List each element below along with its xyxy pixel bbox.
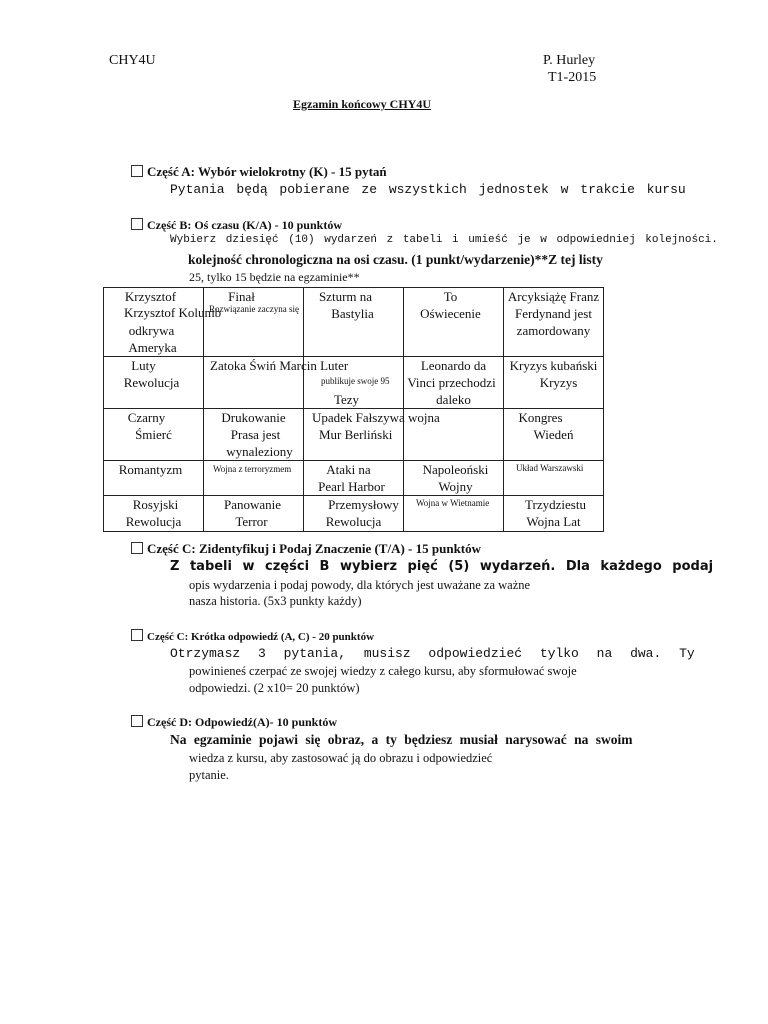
table-cell: Zatoka Świń Marcin Luter	[204, 357, 304, 409]
table-cell: Krzysztof Krzysztof Kolumb odkrywa Ameryka	[104, 288, 204, 357]
term-label: T1-2015	[548, 70, 597, 85]
part-a-text: Pytania będą pobierane ze wszystkich jednostek w trakcie kursu	[170, 182, 686, 197]
table-cell: Czarny Śmierć	[104, 409, 204, 461]
table-cell: Wojna z terroryzmem	[204, 461, 304, 496]
table-cell: Napoleoński Wojny	[404, 461, 504, 496]
table-cell: Układ Warszawski	[504, 461, 604, 496]
part-d-text-2: wiedza z kursu, aby zastosować ją do obrazu i odpowiedzieć	[189, 751, 493, 765]
table-cell: Arcyksiążę Franz Ferdynand jest zamordowany	[504, 288, 604, 357]
events-table	[103, 287, 604, 532]
table-cell: Kryzys kubański Kryzys	[504, 357, 604, 409]
part-b-text-2: kolejność chronologiczna na osi czasu. (1 punkt/wydarzenie)**Z tej listy	[188, 252, 603, 267]
part-c2-text-2: powinieneś czerpać ze swojej wiedzy z całego kursu, aby sformułować swoje	[189, 664, 577, 678]
table-row	[104, 496, 604, 532]
table-cell: Wojna w Wietnamie	[404, 496, 504, 532]
part-d-text-3: pytanie.	[189, 768, 229, 782]
course-code: CHY4U	[109, 53, 156, 68]
part-a-heading: Część A: Wybór wielokrotny (K) - 15 pytań	[131, 164, 387, 180]
checkbox-icon	[131, 715, 143, 727]
part-c1-text-3: nasza historia. (5x3 punkty każdy)	[189, 594, 362, 608]
part-c2-heading: Część C: Krótka odpowiedź (A, C) - 20 punktów	[131, 629, 374, 643]
part-c2-text-3: odpowiedzi. (2 x10= 20 punktów)	[189, 681, 360, 695]
table-cell: Kongres Wiedeń	[504, 409, 604, 461]
checkbox-icon	[131, 542, 143, 554]
part-b-text-3: 25, tylko 15 będzie na egzaminie**	[189, 270, 360, 284]
table-cell: Szturm na Bastylia	[304, 288, 404, 357]
table-cell: Panowanie Terror	[204, 496, 304, 532]
table-cell: Luty Rewolucja	[104, 357, 204, 409]
checkbox-icon	[131, 218, 143, 230]
table-cell: Rosyjski Rewolucja	[104, 496, 204, 532]
checkbox-icon	[131, 629, 143, 641]
part-c1-text-1: Z tabeli w części B wybierz pięć (5) wydarzeń. Dla każdego podaj	[170, 559, 714, 574]
page-title: Egzamin końcowy CHY4U	[293, 97, 432, 111]
table-row	[104, 357, 604, 409]
part-d-text-1: Na egzaminie pojawi się obraz, a ty będziesz musiał narysować na swoim	[170, 732, 633, 747]
part-c2-text-1: Otrzymasz 3 pytania, musisz odpowiedzieć tylko na dwa. Ty	[170, 646, 695, 661]
part-b-text-1: Wybierz dziesięć (10) wydarzeń z tabeli i umieść je w odpowiedniej kolejności.	[170, 234, 718, 246]
table-cell: Ataki na Pearl Harbor	[304, 461, 404, 496]
part-c1-heading: Część C: Zidentyfikuj i Podaj Znaczenie (T/A) - 15 punktów	[131, 541, 481, 557]
table-cell: Przemysłowy Rewolucja	[304, 496, 404, 532]
teacher-name: P. Hurley	[543, 53, 596, 68]
checkbox-icon	[131, 165, 143, 177]
table-row	[104, 461, 604, 496]
part-b-heading: Część B: Oś czasu (K/A) - 10 punktów	[131, 218, 342, 233]
part-d-heading: Część D: Odpowiedź(A)- 10 punktów	[131, 715, 337, 730]
part-c1-text-2: opis wydarzenia i podaj powody, dla których jest uważane za ważne	[189, 578, 531, 592]
table-cell: Leonardo da Vinci przechodzi daleko	[404, 357, 504, 409]
table-cell: publikuje swoje 95 Tezy	[304, 357, 404, 409]
table-row	[104, 288, 604, 357]
table-cell: Finał Rozwiązanie zaczyna się	[204, 288, 304, 357]
table-cell: Trzydziestu Wojna Lat	[504, 496, 604, 532]
table-cell: Romantyzm	[104, 461, 204, 496]
table-cell: To Oświecenie	[404, 288, 504, 357]
table-cell: Upadek Fałszywa wojna Mur Berliński	[304, 409, 404, 461]
table-cell: Drukowanie Prasa jest wynaleziony	[204, 409, 304, 461]
table-row	[104, 409, 604, 461]
